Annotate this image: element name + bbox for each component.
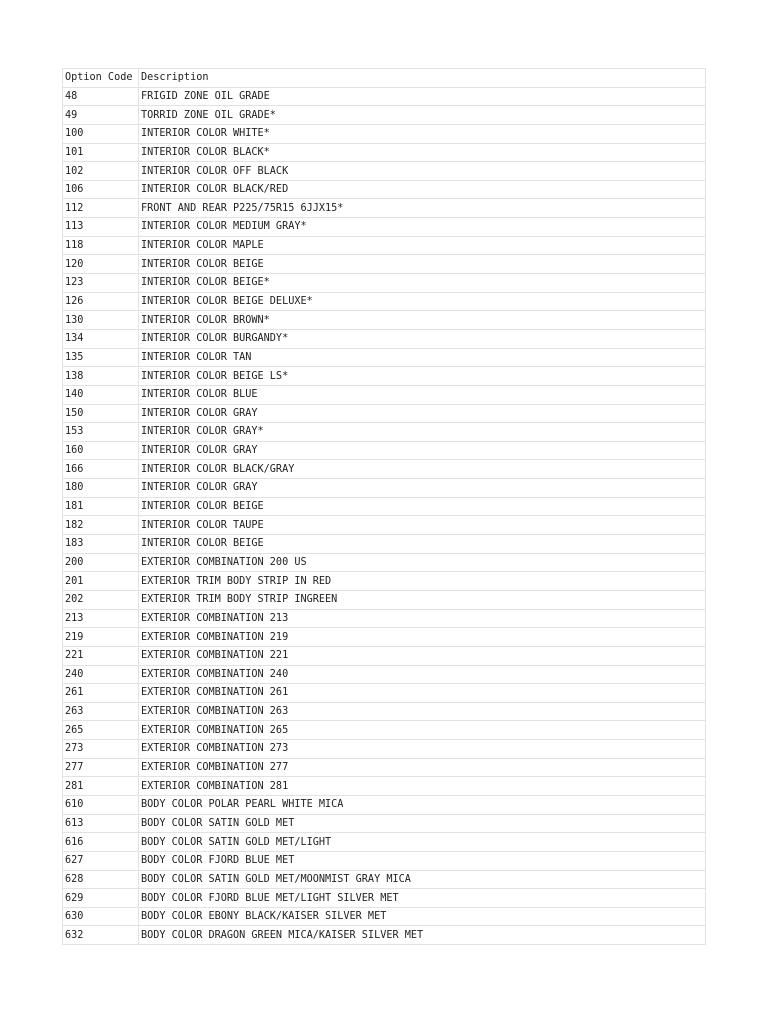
- description-cell: INTERIOR COLOR BLUE: [139, 385, 706, 404]
- description-cell: INTERIOR COLOR BROWN*: [139, 311, 706, 330]
- description-cell: INTERIOR COLOR GRAY*: [139, 423, 706, 442]
- option-code-cell: 180: [63, 479, 139, 498]
- table-row: [63, 535, 706, 554]
- option-code-cell: 629: [63, 889, 139, 908]
- option-code-cell: 106: [63, 180, 139, 199]
- option-code-cell: 273: [63, 740, 139, 759]
- description-cell: BODY COLOR POLAR PEARL WHITE MICA: [139, 795, 706, 814]
- option-code-cell: 112: [63, 199, 139, 218]
- option-code-cell: 181: [63, 497, 139, 516]
- option-code-cell: 118: [63, 236, 139, 255]
- table-row: [63, 404, 706, 423]
- header-option-code: Option Code: [63, 69, 139, 88]
- description-cell: EXTERIOR COMBINATION 240: [139, 665, 706, 684]
- option-code-cell: 166: [63, 460, 139, 479]
- description-cell: EXTERIOR TRIM BODY STRIP IN RED: [139, 572, 706, 591]
- option-code-cell: 140: [63, 385, 139, 404]
- description-cell: INTERIOR COLOR BEIGE*: [139, 274, 706, 293]
- description-cell: EXTERIOR COMBINATION 221: [139, 646, 706, 665]
- table-row: [63, 255, 706, 274]
- description-cell: BODY COLOR SATIN GOLD MET: [139, 814, 706, 833]
- table-row: [63, 348, 706, 367]
- description-cell: EXTERIOR COMBINATION 273: [139, 740, 706, 759]
- table-row: [63, 180, 706, 199]
- table-row: [63, 684, 706, 703]
- description-cell: INTERIOR COLOR BEIGE: [139, 497, 706, 516]
- description-cell: INTERIOR COLOR TAN: [139, 348, 706, 367]
- description-cell: TORRID ZONE OIL GRADE*: [139, 106, 706, 125]
- description-cell: BODY COLOR EBONY BLACK/KAISER SILVER MET: [139, 907, 706, 926]
- table-row: [63, 236, 706, 255]
- description-cell: INTERIOR COLOR GRAY: [139, 441, 706, 460]
- description-cell: INTERIOR COLOR GRAY: [139, 479, 706, 498]
- table-row: [63, 497, 706, 516]
- option-code-cell: 100: [63, 124, 139, 143]
- description-cell: EXTERIOR COMBINATION 213: [139, 609, 706, 628]
- description-cell: BODY COLOR SATIN GOLD MET/MOONMIST GRAY MICA: [139, 870, 706, 889]
- table-row: [63, 758, 706, 777]
- table-row: [63, 199, 706, 218]
- option-code-cell: 213: [63, 609, 139, 628]
- description-cell: INTERIOR COLOR MEDIUM GRAY*: [139, 218, 706, 237]
- option-code-cell: 263: [63, 702, 139, 721]
- option-code-cell: 200: [63, 553, 139, 572]
- option-code-cell: 134: [63, 329, 139, 348]
- table-row: [63, 367, 706, 386]
- description-cell: INTERIOR COLOR GRAY: [139, 404, 706, 423]
- option-code-cell: 102: [63, 162, 139, 181]
- description-cell: INTERIOR COLOR BEIGE: [139, 535, 706, 554]
- table-row: [63, 106, 706, 125]
- description-cell: BODY COLOR FJORD BLUE MET: [139, 851, 706, 870]
- option-code-cell: 628: [63, 870, 139, 889]
- table-row: [63, 833, 706, 852]
- table-row: [63, 907, 706, 926]
- table-row: [63, 516, 706, 535]
- option-code-cell: 627: [63, 851, 139, 870]
- description-cell: INTERIOR COLOR WHITE*: [139, 124, 706, 143]
- option-code-cell: 277: [63, 758, 139, 777]
- table-row: [63, 87, 706, 106]
- option-code-cell: 240: [63, 665, 139, 684]
- description-cell: EXTERIOR COMBINATION 265: [139, 721, 706, 740]
- table-row: [63, 460, 706, 479]
- header-description: Description: [139, 69, 706, 88]
- description-cell: INTERIOR COLOR MAPLE: [139, 236, 706, 255]
- option-code-cell: 160: [63, 441, 139, 460]
- option-code-cell: 610: [63, 795, 139, 814]
- table-row: [63, 124, 706, 143]
- table-row: [63, 777, 706, 796]
- table-row: [63, 609, 706, 628]
- table-row: [63, 143, 706, 162]
- table-row: [63, 572, 706, 591]
- description-cell: BODY COLOR SATIN GOLD MET/LIGHT: [139, 833, 706, 852]
- option-code-cell: 613: [63, 814, 139, 833]
- table-row: [63, 628, 706, 647]
- description-cell: EXTERIOR COMBINATION 263: [139, 702, 706, 721]
- table-row: [63, 795, 706, 814]
- table-row: [63, 740, 706, 759]
- option-code-cell: 201: [63, 572, 139, 591]
- description-cell: FRIGID ZONE OIL GRADE: [139, 87, 706, 106]
- option-code-cell: 221: [63, 646, 139, 665]
- table-row: [63, 590, 706, 609]
- option-code-cell: 101: [63, 143, 139, 162]
- description-cell: EXTERIOR COMBINATION 277: [139, 758, 706, 777]
- option-code-cell: 130: [63, 311, 139, 330]
- table-row: [63, 646, 706, 665]
- table-row: [63, 870, 706, 889]
- option-code-cell: 135: [63, 348, 139, 367]
- option-code-cell: 265: [63, 721, 139, 740]
- table-row: [63, 329, 706, 348]
- description-cell: FRONT AND REAR P225/75R15 6JJX15*: [139, 199, 706, 218]
- table-row: [63, 553, 706, 572]
- option-code-cell: 120: [63, 255, 139, 274]
- option-code-cell: 126: [63, 292, 139, 311]
- option-code-cell: 202: [63, 590, 139, 609]
- table-row: [63, 311, 706, 330]
- table-row: [63, 292, 706, 311]
- table-body: [63, 87, 706, 944]
- description-cell: EXTERIOR COMBINATION 219: [139, 628, 706, 647]
- table-row: [63, 665, 706, 684]
- table-row: [63, 702, 706, 721]
- description-cell: INTERIOR COLOR BURGANDY*: [139, 329, 706, 348]
- table-row: [63, 423, 706, 442]
- description-cell: EXTERIOR COMBINATION 281: [139, 777, 706, 796]
- option-code-cell: 632: [63, 926, 139, 945]
- table-row: [63, 889, 706, 908]
- table-row: [63, 721, 706, 740]
- option-code-cell: 123: [63, 274, 139, 293]
- table-row: [63, 385, 706, 404]
- description-cell: BODY COLOR FJORD BLUE MET/LIGHT SILVER MET: [139, 889, 706, 908]
- description-cell: INTERIOR COLOR BEIGE: [139, 255, 706, 274]
- table-row: [63, 814, 706, 833]
- option-code-cell: 48: [63, 87, 139, 106]
- option-code-cell: 138: [63, 367, 139, 386]
- option-code-cell: 616: [63, 833, 139, 852]
- description-cell: INTERIOR COLOR BEIGE DELUXE*: [139, 292, 706, 311]
- table-row: [63, 926, 706, 945]
- description-cell: INTERIOR COLOR OFF BLACK: [139, 162, 706, 181]
- option-code-cell: 153: [63, 423, 139, 442]
- table-row: [63, 218, 706, 237]
- description-cell: INTERIOR COLOR BLACK*: [139, 143, 706, 162]
- table-header-row: [63, 69, 706, 88]
- table-row: [63, 162, 706, 181]
- description-cell: INTERIOR COLOR TAUPE: [139, 516, 706, 535]
- option-code-cell: 630: [63, 907, 139, 926]
- option-code-cell: 261: [63, 684, 139, 703]
- description-cell: INTERIOR COLOR BEIGE LS*: [139, 367, 706, 386]
- option-code-cell: 150: [63, 404, 139, 423]
- option-code-cell: 183: [63, 535, 139, 554]
- description-cell: INTERIOR COLOR BLACK/GRAY: [139, 460, 706, 479]
- table-row: [63, 274, 706, 293]
- option-code-cell: 49: [63, 106, 139, 125]
- table-row: [63, 441, 706, 460]
- description-cell: EXTERIOR TRIM BODY STRIP INGREEN: [139, 590, 706, 609]
- description-cell: EXTERIOR COMBINATION 261: [139, 684, 706, 703]
- option-code-table: [62, 68, 706, 945]
- option-code-cell: 281: [63, 777, 139, 796]
- option-code-cell: 113: [63, 218, 139, 237]
- description-cell: INTERIOR COLOR BLACK/RED: [139, 180, 706, 199]
- description-cell: EXTERIOR COMBINATION 200 US: [139, 553, 706, 572]
- option-code-cell: 182: [63, 516, 139, 535]
- table-row: [63, 479, 706, 498]
- table-row: [63, 851, 706, 870]
- description-cell: BODY COLOR DRAGON GREEN MICA/KAISER SILVER MET: [139, 926, 706, 945]
- option-code-cell: 219: [63, 628, 139, 647]
